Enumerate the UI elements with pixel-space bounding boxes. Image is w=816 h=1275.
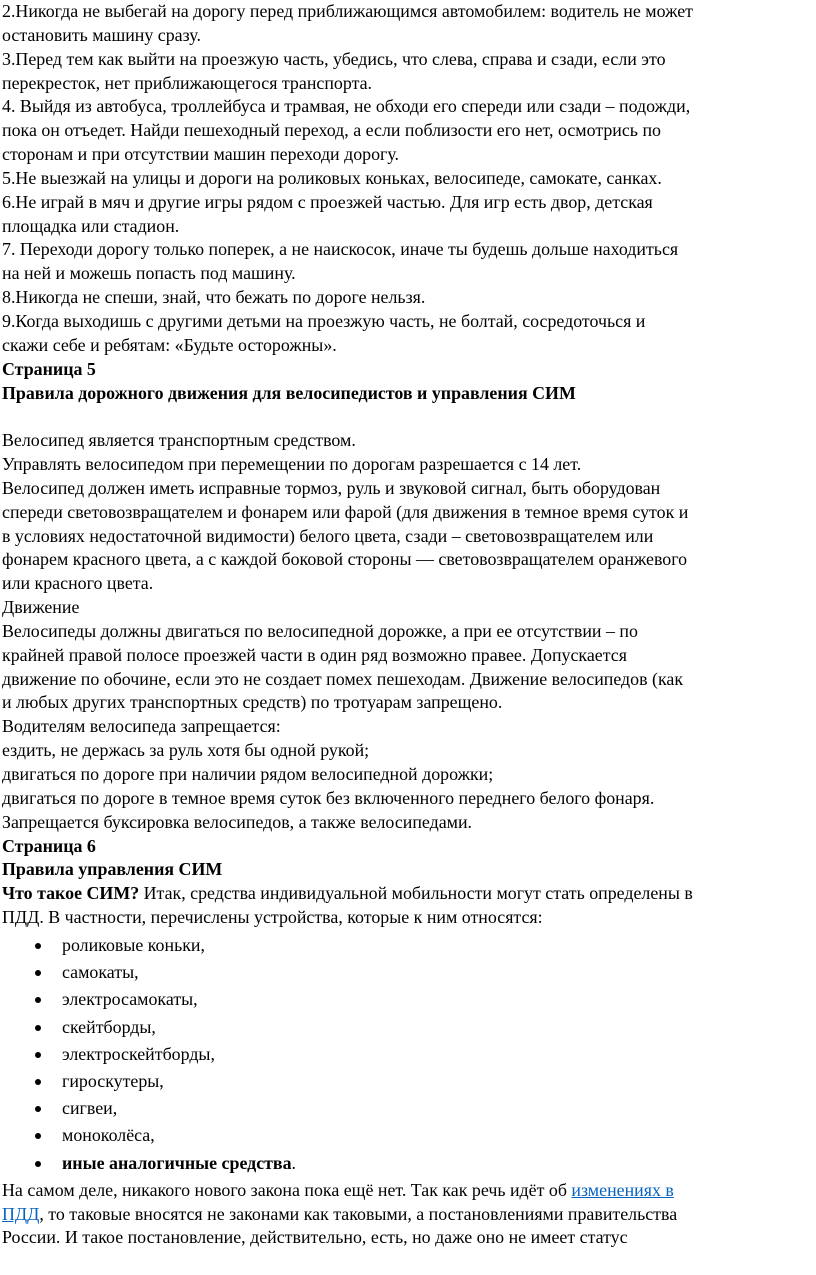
text-line: Управлять велосипедом при перемещении по дорогам разрешается с 14 лет. [2, 454, 582, 475]
section-label-movement: Движение [2, 597, 80, 618]
closing-text: , то таковые вносятся не законами как таковыми, а постановлениями правительства [39, 1203, 678, 1224]
closing-line-2 [2, 1203, 816, 1227]
list-item [2, 959, 816, 986]
text-line: в условиях недостаточной видимости) белого цвета, сзади – световозвращателем или [2, 525, 654, 546]
text-line: 3.Перед тем как выйти на проезжую часть, убедись, что слева, справа и сзади, если это [2, 48, 666, 69]
list-item-text: моноколёса, [62, 1125, 155, 1146]
text-line: ездить, не держась за руль хотя бы одной рукой; [2, 740, 370, 761]
page6-title-text: Правила управления СИМ [2, 859, 223, 880]
sim-question: Что такое СИМ? [2, 883, 140, 904]
text-line: фонарем красного цвета, а с каждой боковой стороны — световозвращателем оранжевого [2, 549, 688, 570]
bullet-icon [35, 943, 41, 949]
sim-intro-text: Итак, средства индивидуальной мобильности могут стать определены в [139, 883, 693, 904]
list-item-text: роликовые коньки, [62, 934, 205, 955]
text-line: ПДД. В частности, перечислены устройства, которые к ним относятся: [2, 907, 543, 928]
list-item [2, 1150, 816, 1177]
list-item-text: скейтборды, [62, 1016, 156, 1037]
bullet-icon [35, 1025, 41, 1031]
text-line: остановить машину сразу. [2, 24, 201, 45]
page6-heading-text: Страница 6 [2, 835, 96, 856]
text-line: двигаться по дороге при наличии рядом велосипедной дорожки; [2, 764, 494, 784]
blank-line [2, 405, 816, 429]
page6-heading [2, 835, 816, 859]
list-item-text-bold: иные аналогичные средства [62, 1152, 292, 1173]
bullet-icon [35, 997, 41, 1003]
list-item [2, 1014, 816, 1041]
pdd-link[interactable]: ПДД [2, 1203, 40, 1224]
list-item [2, 1041, 816, 1068]
list-item [2, 1122, 816, 1149]
sim-device-list [2, 932, 816, 1177]
text-line: Велосипед должен иметь исправные тормоз, руль и звуковой сигнал, быть оборудован [2, 477, 661, 498]
page5-heading-text: Страница 5 [2, 358, 96, 379]
text-line: пока он отъедет. Найди пешеходный переход, а если поблизости его нет, осмотрись по [2, 120, 661, 141]
text-line: 4. Выйдя из автобуса, троллейбуса и трамвая, не обходи его спереди или сзади – подожди, [2, 96, 691, 117]
text-line: 8.Никогда не спеши, знай, что бежать по дороге нельзя. [2, 287, 426, 308]
bullet-icon [35, 1079, 41, 1085]
page5-body [2, 429, 816, 834]
list-item-text: электросамокаты, [62, 989, 198, 1010]
text-line: скажи себе и ребятам: «Будьте осторожны». [2, 334, 337, 355]
bullet-icon [35, 1106, 41, 1112]
bullet-icon [35, 1052, 41, 1058]
sim-intro [2, 882, 816, 906]
list-item [2, 932, 816, 959]
rules-list [2, 0, 816, 358]
text-line: Велосипеды должны двигаться по велосипедной дорожке, а при ее отсутствии – по [2, 620, 638, 641]
page6-title [2, 858, 816, 882]
text-line: и любых других транспортных средств) по тротуарам запрещено. [2, 692, 503, 713]
text-line: 6.Не играй в мяч и другие игры рядом с проезжей частью. Для игр есть двор, детская [2, 191, 653, 212]
text-line: спереди световозвращателем и фонарем или фарой (для движения в темное время суток и [2, 501, 689, 522]
closing-line-1 [2, 1179, 816, 1203]
text-line: крайней правой полосе проезжей части в один ряд возможно правее. Допускается [2, 644, 627, 665]
text-line: Водителям велосипеда запрещается: [2, 716, 281, 737]
text-line: движение по обочине, если это не создает помех пешеходам. Движение велосипедов (как [2, 668, 684, 689]
bullet-icon [35, 1161, 41, 1167]
text-line: Запрещается буксировка велосипедов, а также велосипедами. [2, 811, 473, 832]
text-line: 5.Не выезжай на улицы и дороги на роликовых коньках, велосипеде, самокате, санках. [2, 167, 662, 188]
text-line: на ней и можешь попасть под машину. [2, 263, 296, 284]
list-item [2, 986, 816, 1013]
text-line: сторонам и при отсутствии машин переходи дорогу. [2, 144, 399, 165]
text-line: Велосипед является транспортным средством. [2, 430, 356, 451]
list-item-text: гироскутеры, [62, 1070, 164, 1091]
text-line: площадка или стадион. [2, 215, 180, 236]
text-line: 7. Переходи дорогу только поперек, а не наискосок, иначе ты будешь дольше находиться [2, 239, 679, 260]
list-item [2, 1068, 816, 1095]
bullet-icon [35, 970, 41, 976]
bullet-icon [35, 1133, 41, 1139]
pdd-changes-link[interactable]: изменениях в [571, 1179, 674, 1200]
page5-title-text: Правила дорожного движения для велосипедистов и управления СИМ [2, 382, 576, 403]
list-item-text: самокаты, [62, 962, 139, 983]
closing-text: На самом деле, никакого нового закона пока ещё нет. Так как речь идёт об [2, 1179, 572, 1200]
list-item-tail: . [291, 1152, 297, 1173]
text-line: 2.Никогда не выбегай на дорогу перед приближающимся автомобилем: водитель не может [2, 1, 693, 21]
page5-title [2, 382, 816, 406]
text-line: 9.Когда выходишь с другими детьми на проезжую часть, не болтай, сосредоточься и [2, 310, 646, 331]
page5-heading [2, 358, 816, 382]
closing-line-3: России. И такое постановление, действительно, есть, но даже оно не имеет статус [2, 1227, 628, 1248]
list-item-text: сигвеи, [62, 1098, 118, 1119]
text-line: или красного цвета. [2, 573, 154, 594]
text-line: двигаться по дороге в темное время суток без включенного переднего белого фонаря. [2, 787, 655, 808]
list-item [2, 1095, 816, 1122]
list-item-text: электроскейтборды, [62, 1043, 215, 1064]
text-line: перекресток, нет приближающегося транспорта. [2, 72, 373, 93]
